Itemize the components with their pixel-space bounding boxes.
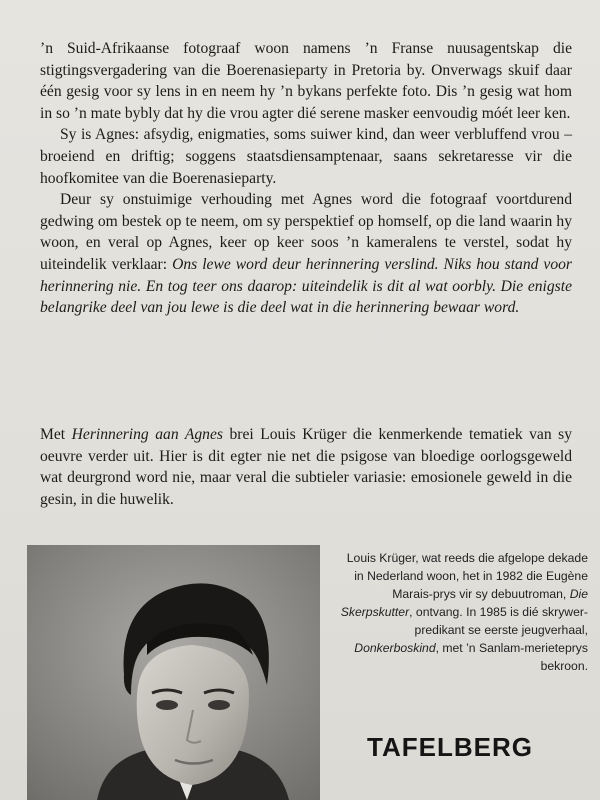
bio-part-1: Louis Krüger, wat reeds die afgelope dekade in Nederland woon, het in 1982 die Eugène Marais-prys vir sy debuutroman, bbox=[346, 551, 588, 601]
author-photo bbox=[27, 545, 320, 800]
blurb-text bbox=[40, 38, 572, 319]
book-title: Herinnering aan Agnes bbox=[71, 426, 223, 443]
closing-after: brei Louis Krüger die kenmerkende tematiek van sy oeuvre verder uit. Hier is dit egter nie net die psigose van bloedige oorlogsgeweld wat deurgrond word nie, maar veral die subtieler variasie: emosionele geweld in die gesin, in die huwelik. bbox=[40, 426, 573, 508]
closing-text bbox=[40, 424, 572, 510]
publisher-logo: TAFELBERG bbox=[367, 732, 533, 762]
bio-part-3: , met ’n Sanlam-merieteprys bekroon. bbox=[435, 641, 588, 673]
author-bio bbox=[334, 549, 588, 675]
bio-book-1: Die Skerpskutter bbox=[340, 587, 588, 619]
blurb-quote: Ons lewe word deur herinnering verslind. Niks hou stand voor herinnering nie. En tog teer ons daarop: uiteindelik is dit al wat oorbly. Die enigste belangrike deel van jou lewe is die deel wat in die herinnering bewaar word. bbox=[40, 255, 572, 317]
blurb-paragraph-3 bbox=[40, 189, 572, 319]
bio-book-2: Donkerboskind bbox=[354, 641, 436, 655]
blurb-paragraph-2: Sy is Agnes: afsydig, enigmaties, soms suiwer kind, dan weer verbluffend vrou – broeiend en driftig; soggens staatsdiensamptenaar, saans sekretaresse vir die hoofkomitee van die Boerenasieparty. bbox=[40, 126, 572, 187]
author-bio-text bbox=[334, 549, 588, 675]
closing-paragraph bbox=[40, 424, 572, 510]
blurb-paragraph-3-text: Deur sy onstuimige verhouding met Agnes word die fotograaf voortdurend gedwing om bestek op te neem, om sy perspektief op homself, op die land waarin hy woon, en veral op Agnes, keer op keer soos ’n kameralens te verstel, sodat hy uiteindelik verklaar: bbox=[40, 191, 572, 273]
author-portrait-icon bbox=[27, 545, 320, 800]
blurb-paragraph-1: ’n Suid-Afrikaanse fotograaf woon namens ’n Franse nuusagentskap die stigtingsvergadering van die Boerenasieparty in Pretoria by. Onverwags skuif daar één gesig voor sy lens in en neem hy ’n bykans perfekte foto. Dis ’n gesig wat hom in so ’n mate bybly dat hy die vrou agter dié serene masker eenvoudig móét leer ken. bbox=[40, 40, 572, 122]
closing-before: Met bbox=[40, 426, 66, 443]
bio-part-2: , ontvang. In 1985 is dié skrywer-predikant se eerste jeugverhaal, bbox=[409, 605, 588, 637]
